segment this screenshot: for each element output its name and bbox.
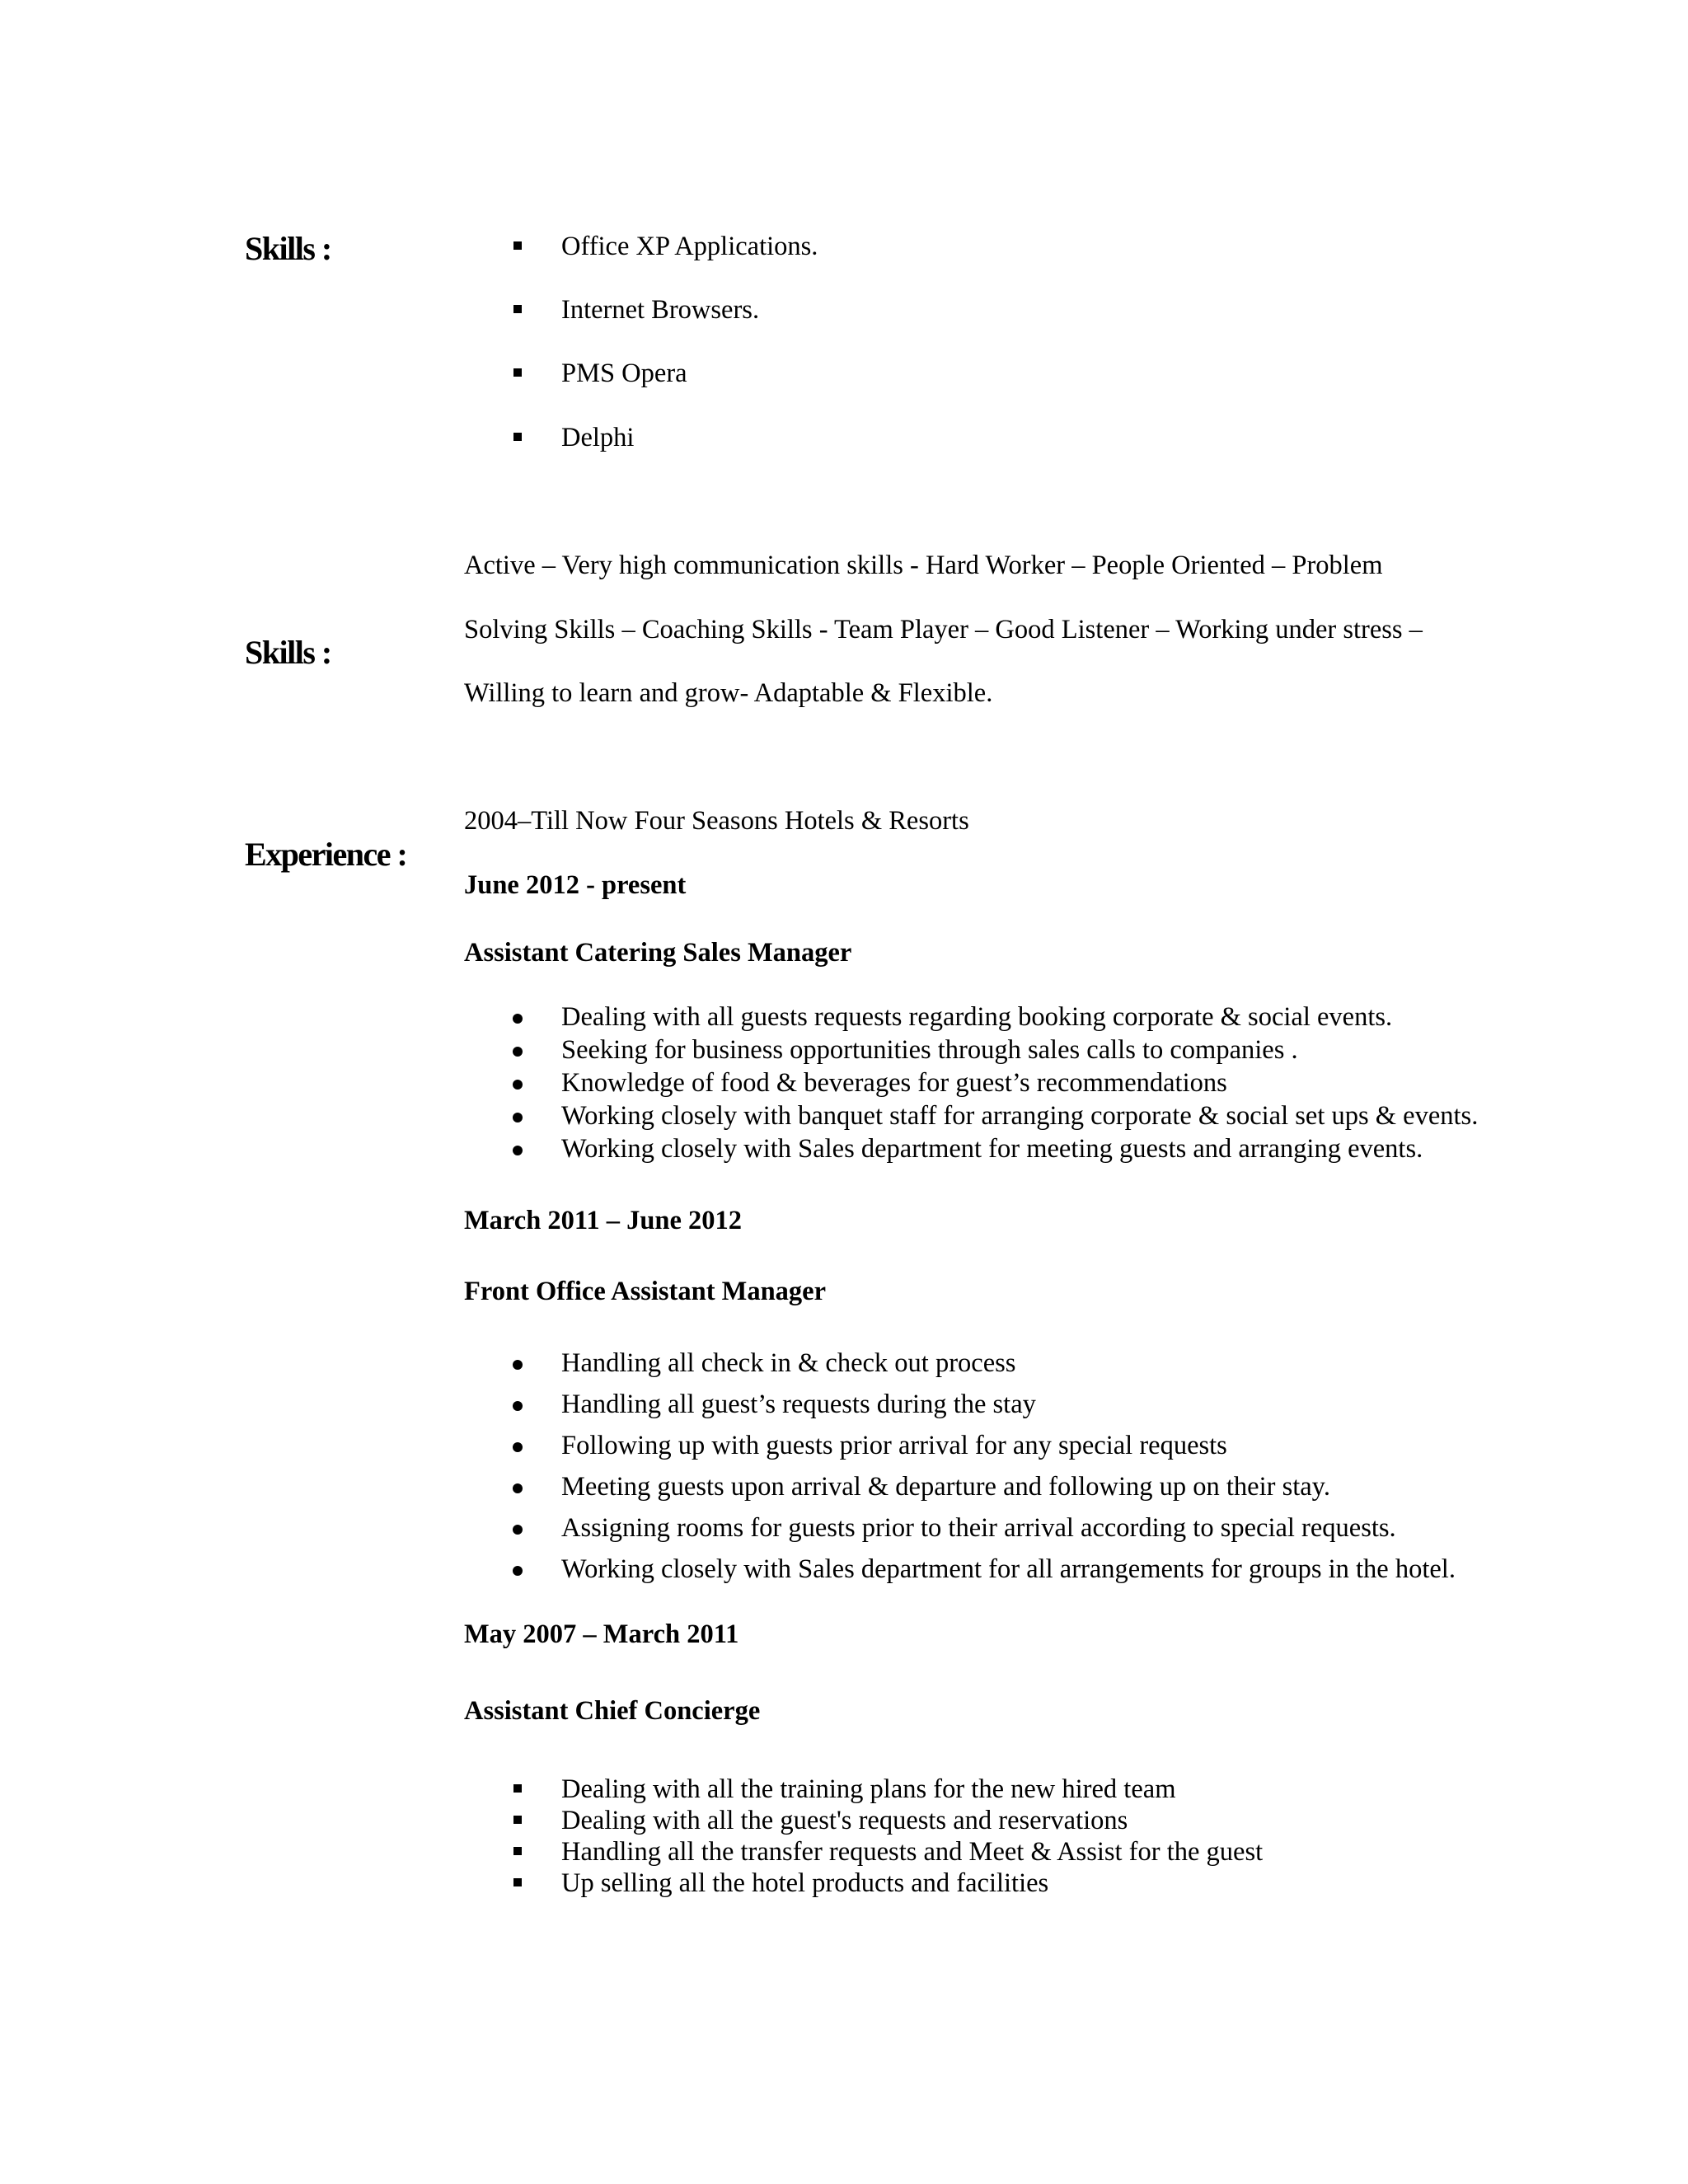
list-item: Delphi: [0, 423, 1688, 456]
disc-bullet-icon: [513, 1080, 523, 1090]
role-title: Front Office Assistant Manager: [464, 1277, 826, 1306]
square-bullet-icon: [513, 1878, 522, 1886]
soft-skills-line: Active – Very high communication skills - Hard Worker – People Oriented – Problem: [464, 551, 1383, 580]
disc-bullet-icon: [513, 1566, 523, 1576]
list-item: Working closely with Sales department for meeting guests and arranging events.: [0, 1134, 1688, 1167]
list-item: Office XP Applications.: [0, 232, 1688, 265]
square-bullet-icon: [513, 368, 522, 377]
skills-label-1: Skills :: [245, 230, 331, 267]
list-item: Seeking for business opportunities through sales calls to companies .: [0, 1035, 1688, 1068]
list-item: Dealing with all the training plans for the new hired team: [0, 1774, 1688, 1807]
disc-bullet-icon: [513, 1483, 523, 1493]
disc-bullet-icon: [513, 1113, 523, 1122]
list-item: Handling all guest’s requests during the stay: [0, 1390, 1688, 1422]
soft-skills-line: Willing to learn and grow- Adaptable & Flexible.: [464, 678, 993, 708]
square-bullet-icon: [513, 305, 522, 313]
disc-bullet-icon: [513, 1146, 523, 1155]
disc-bullet-icon: [513, 1525, 523, 1535]
role-period: June 2012 - present: [464, 870, 687, 900]
list-item: Following up with guests prior arrival for any special requests: [0, 1431, 1688, 1464]
role-period: March 2011 – June 2012: [464, 1206, 743, 1235]
role-title: Assistant Chief Concierge: [464, 1696, 761, 1726]
list-item: Knowledge of food & beverages for guest’s recommendations: [0, 1068, 1688, 1101]
role-title: Assistant Catering Sales Manager: [464, 938, 852, 968]
square-bullet-icon: [513, 1816, 522, 1824]
square-bullet-icon: [513, 241, 522, 250]
disc-bullet-icon: [513, 1401, 523, 1411]
disc-bullet-icon: [513, 1014, 523, 1024]
list-item: Handling all the transfer requests and Meet & Assist for the guest: [0, 1837, 1688, 1870]
list-item: Working closely with Sales department for all arrangements for groups in the hotel.: [0, 1554, 1688, 1587]
list-item: Dealing with all the guest's requests and reservations: [0, 1806, 1688, 1839]
list-item: PMS Opera: [0, 359, 1688, 391]
role-period: May 2007 – March 2011: [464, 1619, 739, 1649]
square-bullet-icon: [513, 1847, 522, 1855]
company-line: 2004–Till Now Four Seasons Hotels & Resorts: [464, 806, 969, 836]
list-item: Dealing with all guests requests regarding booking corporate & social events.: [0, 1002, 1688, 1035]
list-item: Handling all check in & check out process: [0, 1348, 1688, 1381]
soft-skills-line: Solving Skills – Coaching Skills - Team Player – Good Listener – Working under stress –: [464, 615, 1423, 644]
disc-bullet-icon: [513, 1047, 523, 1057]
disc-bullet-icon: [513, 1442, 523, 1452]
list-item: Meeting guests upon arrival & departure and following up on their stay.: [0, 1472, 1688, 1505]
list-item: Internet Browsers.: [0, 295, 1688, 328]
list-item: Working closely with banquet staff for arranging corporate & social set ups & events.: [0, 1101, 1688, 1134]
square-bullet-icon: [513, 433, 522, 441]
skills-label-2: Skills :: [245, 634, 331, 671]
list-item: Up selling all the hotel products and facilities: [0, 1868, 1688, 1901]
disc-bullet-icon: [513, 1360, 523, 1370]
list-item: Assigning rooms for guests prior to their arrival according to special requests.: [0, 1513, 1688, 1546]
square-bullet-icon: [513, 1784, 522, 1793]
experience-label: Experience :: [245, 836, 407, 873]
